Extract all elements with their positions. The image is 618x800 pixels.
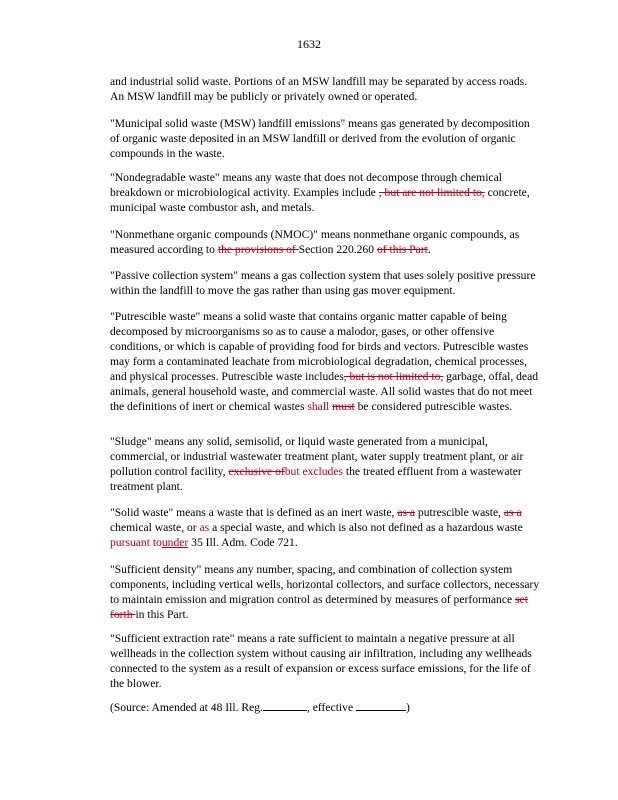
deleted-text: must bbox=[332, 400, 355, 413]
source-note: (Source: Amended at 48 Ill. Reg. , effective ) bbox=[110, 701, 410, 714]
inserted-text: under bbox=[161, 536, 189, 549]
inserted-text: shall bbox=[307, 400, 330, 413]
inserted-text: pursuant to bbox=[110, 536, 162, 549]
deleted-text: the provisions of bbox=[217, 243, 299, 256]
paragraph-nmoc: "Nonmethane organic compounds (NMOC)" means nonmethane organic compounds, as measured according to the provisions of Section 220.260 of this Part. bbox=[110, 228, 520, 256]
paragraph-putrescible-waste: "Putrescible waste" means a solid waste that contains organic matter capable of being decomposed by microorganisms so as to cause a malodor, gases, or other offensive conditions, or which is capable of providing food for birds and vectors. Putrescible wastes may form a contaminated leachate from microbiological degradation, chemical processes, and physical processes. Putrescible waste includes, but is not limited to, garbage, offal, dead animals, general household waste, and commercial waste. All solid wastes that do not meet the definitions of inert or chemical wastes shall must be considered putrescible wastes. bbox=[110, 310, 539, 413]
deleted-text: as a bbox=[397, 506, 416, 519]
paragraph-nondegradable-waste: "Nondegradable waste" means any waste that does not decompose through chemical breakdown or microbiological activity. Examples include , but are not limited to, concrete, municipal waste combustor ash, and metals. bbox=[110, 171, 530, 214]
deleted-text: as a bbox=[503, 506, 522, 519]
paragraph-passive-collection-system: "Passive collection system" means a gas collection system that uses solely positive pressure within the landfill to move the gas rather than using gas mover equipment. bbox=[110, 269, 536, 297]
paragraph-msw-landfill-emissions: "Municipal solid waste (MSW) landfill emissions" means gas generated by decomposition of organic waste deposited in an MSW landfill or derived from the evolution of organic compounds in the waste. bbox=[110, 117, 530, 160]
inserted-text: but excludes bbox=[284, 465, 344, 478]
deleted-text: set forth bbox=[110, 593, 528, 621]
blank-line bbox=[263, 699, 307, 711]
paragraph-sufficient-density: "Sufficient density" means any number, spacing, and combination of collection system components, including vertical wells, horizontal collectors, and surface collectors, necessary to maintain emission and migration control as determined by measures of performance set forth in this Part. bbox=[110, 563, 540, 621]
deleted-text: of this Part bbox=[376, 243, 428, 256]
paragraph-sufficient-extraction-rate: "Sufficient extraction rate" means a rate sufficient to maintain a negative pressure at all wellheads in the collection system without causing air infiltration, including any wellheads connected to the system as a result of expansion or excess surface emissions, for the life of the blower. bbox=[110, 632, 532, 690]
paragraph-solid-waste: "Solid waste" means a waste that is defined as an inert waste, as a putrescible waste, as a chemical waste, or as a special waste, and which is also not defined as a hazardous waste pursuant tounder 35 Ill. Adm. Code 721. bbox=[110, 506, 523, 549]
blank-line bbox=[356, 699, 406, 711]
paragraph-sludge: "Sludge" means any solid, semisolid, or liquid waste generated from a municipal, commercial, or industrial wastewater treatment plant, water supply treatment plant, or air pollution control facility, exclusive ofbut excludes the treated effluent from a wastewater treatment plant. bbox=[110, 435, 524, 493]
deleted-text: , but is not limited to, bbox=[343, 370, 444, 383]
inserted-text: , bbox=[181, 521, 185, 534]
page-number: 1632 bbox=[297, 37, 321, 51]
deleted-text: exclusive of bbox=[228, 465, 285, 478]
inserted-text: as bbox=[199, 521, 210, 534]
paragraph-msw-landfill-continued: and industrial solid waste. Portions of an MSW landfill may be separated by access roads. An MSW landfill may be publicly or privately owned or operated. bbox=[110, 75, 528, 103]
deleted-text: , but are not limited to, bbox=[378, 186, 485, 199]
